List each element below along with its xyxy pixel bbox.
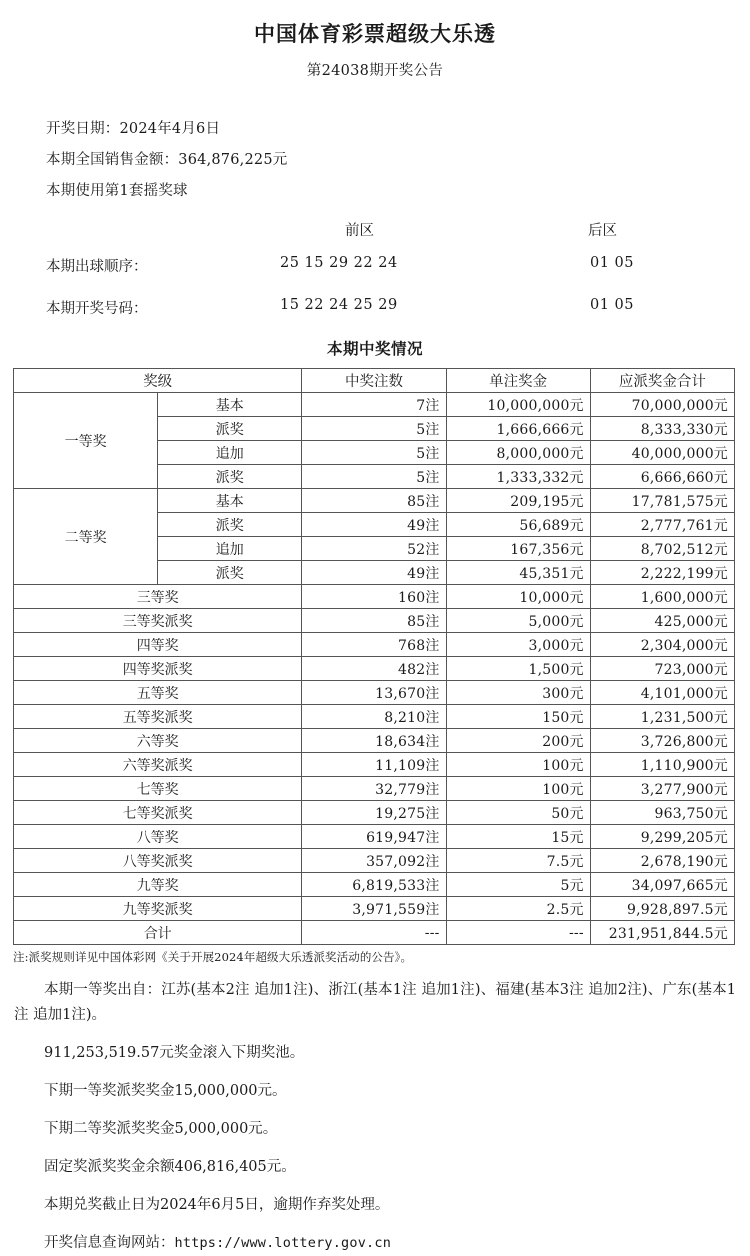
prize-subtype-label: 派奖 xyxy=(158,465,302,489)
prize-section-heading: 本期中奖情况 xyxy=(326,339,423,358)
table-row xyxy=(14,873,735,897)
total-prize-cell: 3,726,800元 xyxy=(590,729,734,753)
ball-order-back-numbers: 01 05 xyxy=(590,255,635,271)
header-prize-level: 奖级 xyxy=(14,369,302,393)
winning-count-cell: 768注 xyxy=(302,633,446,657)
total-prize-cell: 9,928,897.5元 xyxy=(590,897,734,921)
winning-numbers-row xyxy=(0,291,750,333)
rollover-paragraph: 911,253,519.57元奖金滚入下期奖池。 xyxy=(44,1045,305,1061)
unit-prize-cell: 50元 xyxy=(446,801,590,825)
winning-back-numbers: 01 05 xyxy=(590,297,635,313)
total-prize-cell: 2,777,761元 xyxy=(590,513,734,537)
total-prize-cell: 8,702,512元 xyxy=(590,537,734,561)
prize-subtype-label: 基本 xyxy=(158,489,302,513)
prize-level-label: 五等奖派奖 xyxy=(14,705,302,729)
total-prize-cell: 1,600,000元 xyxy=(590,585,734,609)
fixed-bonus-balance-paragraph: 固定奖派奖奖金余额406,816,405元。 xyxy=(44,1159,296,1175)
total-prize-cell: 9,299,205元 xyxy=(590,825,734,849)
winning-count-cell: 5注 xyxy=(302,417,446,441)
prize-subtype-label: 派奖 xyxy=(158,561,302,585)
total-prize-cell: 723,000元 xyxy=(590,657,734,681)
winning-count-cell: 49注 xyxy=(302,561,446,585)
prize-level-label: 四等奖 xyxy=(14,633,302,657)
total-row-total-cell: 231,951,844.5元 xyxy=(590,921,734,945)
unit-prize-cell: 100元 xyxy=(446,777,590,801)
winning-count-cell: 160注 xyxy=(302,585,446,609)
winning-count-cell: 619,947注 xyxy=(302,825,446,849)
zone-headers xyxy=(0,219,750,249)
unit-prize-cell: 45,351元 xyxy=(446,561,590,585)
winning-numbers-label: 本期开奖号码： xyxy=(46,301,148,317)
unit-prize-cell: 3,000元 xyxy=(446,633,590,657)
prize-level-label: 六等奖派奖 xyxy=(14,753,302,777)
winning-count-cell: 3,971,559注 xyxy=(302,897,446,921)
unit-prize-cell: 5,000元 xyxy=(446,609,590,633)
prize-level-label: 七等奖派奖 xyxy=(14,801,302,825)
unit-prize-cell: 8,000,000元 xyxy=(446,441,590,465)
winning-count-cell: 5注 xyxy=(302,441,446,465)
total-prize-cell: 40,000,000元 xyxy=(590,441,734,465)
unit-prize-cell: 300元 xyxy=(446,681,590,705)
unit-prize-cell: 56,689元 xyxy=(446,513,590,537)
total-prize-cell: 2,304,000元 xyxy=(590,633,734,657)
first-prize-origin-paragraph: 本期一等奖出自：江苏(基本2注 追加1注)、浙江(基本1注 追加1注)、福建(基本3注 追加2注)、广东(基本1注 追加1注)。 xyxy=(14,982,736,1023)
unit-prize-cell: 10,000元 xyxy=(446,585,590,609)
total-prize-cell: 4,101,000元 xyxy=(590,681,734,705)
winning-count-cell: 85注 xyxy=(302,609,446,633)
prize-level-label: 九等奖 xyxy=(14,873,302,897)
website-url[interactable]: https://www.lottery.gov.cn xyxy=(174,1235,392,1251)
table-row xyxy=(14,825,735,849)
table-row xyxy=(14,729,735,753)
next-first-prize-bonus-paragraph: 下期一等奖派奖奖金15,000,000元。 xyxy=(44,1083,287,1099)
header-winning-count: 中奖注数 xyxy=(302,369,446,393)
prize-table-body xyxy=(14,393,735,945)
table-row xyxy=(14,393,735,417)
unit-prize-cell: 1,666,666元 xyxy=(446,417,590,441)
prize-level-label: 七等奖 xyxy=(14,777,302,801)
total-row-unit-cell: --- xyxy=(446,921,590,945)
next-second-prize-bonus-paragraph: 下期二等奖派奖奖金5,000,000元。 xyxy=(44,1121,278,1137)
header-total-prize: 应派奖金合计 xyxy=(590,369,734,393)
table-row xyxy=(14,681,735,705)
table-row xyxy=(14,585,735,609)
prize-rule-note: 注:派奖规则详见中国体彩网《关于开展2024年超级大乐透派奖活动的公告》。 xyxy=(13,950,413,964)
winning-count-cell: 5注 xyxy=(302,465,446,489)
unit-prize-cell: 10,000,000元 xyxy=(446,393,590,417)
winning-count-cell: 357,092注 xyxy=(302,849,446,873)
prize-level-label: 三等奖 xyxy=(14,585,302,609)
winning-front-numbers: 15 22 24 25 29 xyxy=(280,297,398,313)
prize-subtype-label: 派奖 xyxy=(158,513,302,537)
total-prize-cell: 2,678,190元 xyxy=(590,849,734,873)
prize-level-label: 一等奖 xyxy=(14,393,158,489)
back-zone-label: 后区 xyxy=(588,223,617,239)
national-sales-line: 本期全国销售金额：364,876,225元 xyxy=(46,152,288,168)
prize-level-label: 八等奖 xyxy=(14,825,302,849)
prize-level-label: 三等奖派奖 xyxy=(14,609,302,633)
prize-level-label: 四等奖派奖 xyxy=(14,657,302,681)
unit-prize-cell: 15元 xyxy=(446,825,590,849)
table-row xyxy=(14,849,735,873)
ball-set-line: 本期使用第1套摇奖球 xyxy=(46,183,188,199)
table-row xyxy=(14,753,735,777)
prize-level-label: 五等奖 xyxy=(14,681,302,705)
draw-date-line: 开奖日期：2024年4月6日 xyxy=(46,121,221,137)
table-header-row xyxy=(14,369,735,393)
front-zone-label: 前区 xyxy=(345,223,374,239)
ball-order-front-numbers: 25 15 29 22 24 xyxy=(280,255,398,271)
winning-count-cell: 32,779注 xyxy=(302,777,446,801)
winning-count-cell: 7注 xyxy=(302,393,446,417)
total-prize-cell: 70,000,000元 xyxy=(590,393,734,417)
winning-count-cell: 11,109注 xyxy=(302,753,446,777)
unit-prize-cell: 1,500元 xyxy=(446,657,590,681)
ball-order-label: 本期出球顺序： xyxy=(46,259,148,275)
unit-prize-cell: 167,356元 xyxy=(446,537,590,561)
winning-count-cell: 49注 xyxy=(302,513,446,537)
unit-prize-cell: 5元 xyxy=(446,873,590,897)
total-prize-cell: 3,277,900元 xyxy=(590,777,734,801)
website-label: 开奖信息查询网站： xyxy=(44,1235,175,1251)
table-row xyxy=(14,609,735,633)
total-prize-cell: 8,333,330元 xyxy=(590,417,734,441)
unit-prize-cell: 100元 xyxy=(446,753,590,777)
winning-count-cell: 19,275注 xyxy=(302,801,446,825)
winning-count-cell: 85注 xyxy=(302,489,446,513)
page-title: 中国体育彩票超级大乐透 xyxy=(254,21,496,46)
total-row-label: 合计 xyxy=(14,921,302,945)
unit-prize-cell: 150元 xyxy=(446,705,590,729)
table-row xyxy=(14,657,735,681)
total-prize-cell: 425,000元 xyxy=(590,609,734,633)
table-row xyxy=(14,705,735,729)
table-row xyxy=(14,801,735,825)
prize-subtype-label: 基本 xyxy=(158,393,302,417)
table-row xyxy=(14,777,735,801)
unit-prize-cell: 2.5元 xyxy=(446,897,590,921)
page-subtitle: 第24038期开奖公告 xyxy=(306,63,444,79)
prize-subtype-label: 派奖 xyxy=(158,417,302,441)
prize-level-label: 二等奖 xyxy=(14,489,158,585)
winning-count-cell: 52注 xyxy=(302,537,446,561)
total-prize-cell: 2,222,199元 xyxy=(590,561,734,585)
total-prize-cell: 34,097,665元 xyxy=(590,873,734,897)
winning-count-cell: 6,819,533注 xyxy=(302,873,446,897)
header-unit-prize: 单注奖金 xyxy=(446,369,590,393)
total-prize-cell: 963,750元 xyxy=(590,801,734,825)
prize-subtype-label: 追加 xyxy=(158,537,302,561)
total-prize-cell: 1,231,500元 xyxy=(590,705,734,729)
prize-subtype-label: 追加 xyxy=(158,441,302,465)
unit-prize-cell: 209,195元 xyxy=(446,489,590,513)
total-prize-cell: 1,110,900元 xyxy=(590,753,734,777)
prize-level-label: 八等奖派奖 xyxy=(14,849,302,873)
unit-prize-cell: 200元 xyxy=(446,729,590,753)
unit-prize-cell: 1,333,332元 xyxy=(446,465,590,489)
winning-count-cell: 18,634注 xyxy=(302,729,446,753)
winning-count-cell: 482注 xyxy=(302,657,446,681)
table-total-row xyxy=(14,921,735,945)
total-prize-cell: 6,666,660元 xyxy=(590,465,734,489)
draw-meta-block xyxy=(0,114,750,207)
ball-order-row xyxy=(0,249,750,291)
table-row xyxy=(14,489,735,513)
table-row xyxy=(14,633,735,657)
total-prize-cell: 17,781,575元 xyxy=(590,489,734,513)
prize-level-label: 六等奖 xyxy=(14,729,302,753)
winning-count-cell: 13,670注 xyxy=(302,681,446,705)
total-row-count-cell: --- xyxy=(302,921,446,945)
website-paragraph xyxy=(14,1231,736,1256)
claim-deadline-paragraph: 本期兑奖截止日为2024年6月5日，逾期作弃奖处理。 xyxy=(44,1197,390,1213)
unit-prize-cell: 7.5元 xyxy=(446,849,590,873)
prize-level-label: 九等奖派奖 xyxy=(14,897,302,921)
winning-count-cell: 8,210注 xyxy=(302,705,446,729)
prize-table xyxy=(13,368,735,945)
table-row xyxy=(14,897,735,921)
